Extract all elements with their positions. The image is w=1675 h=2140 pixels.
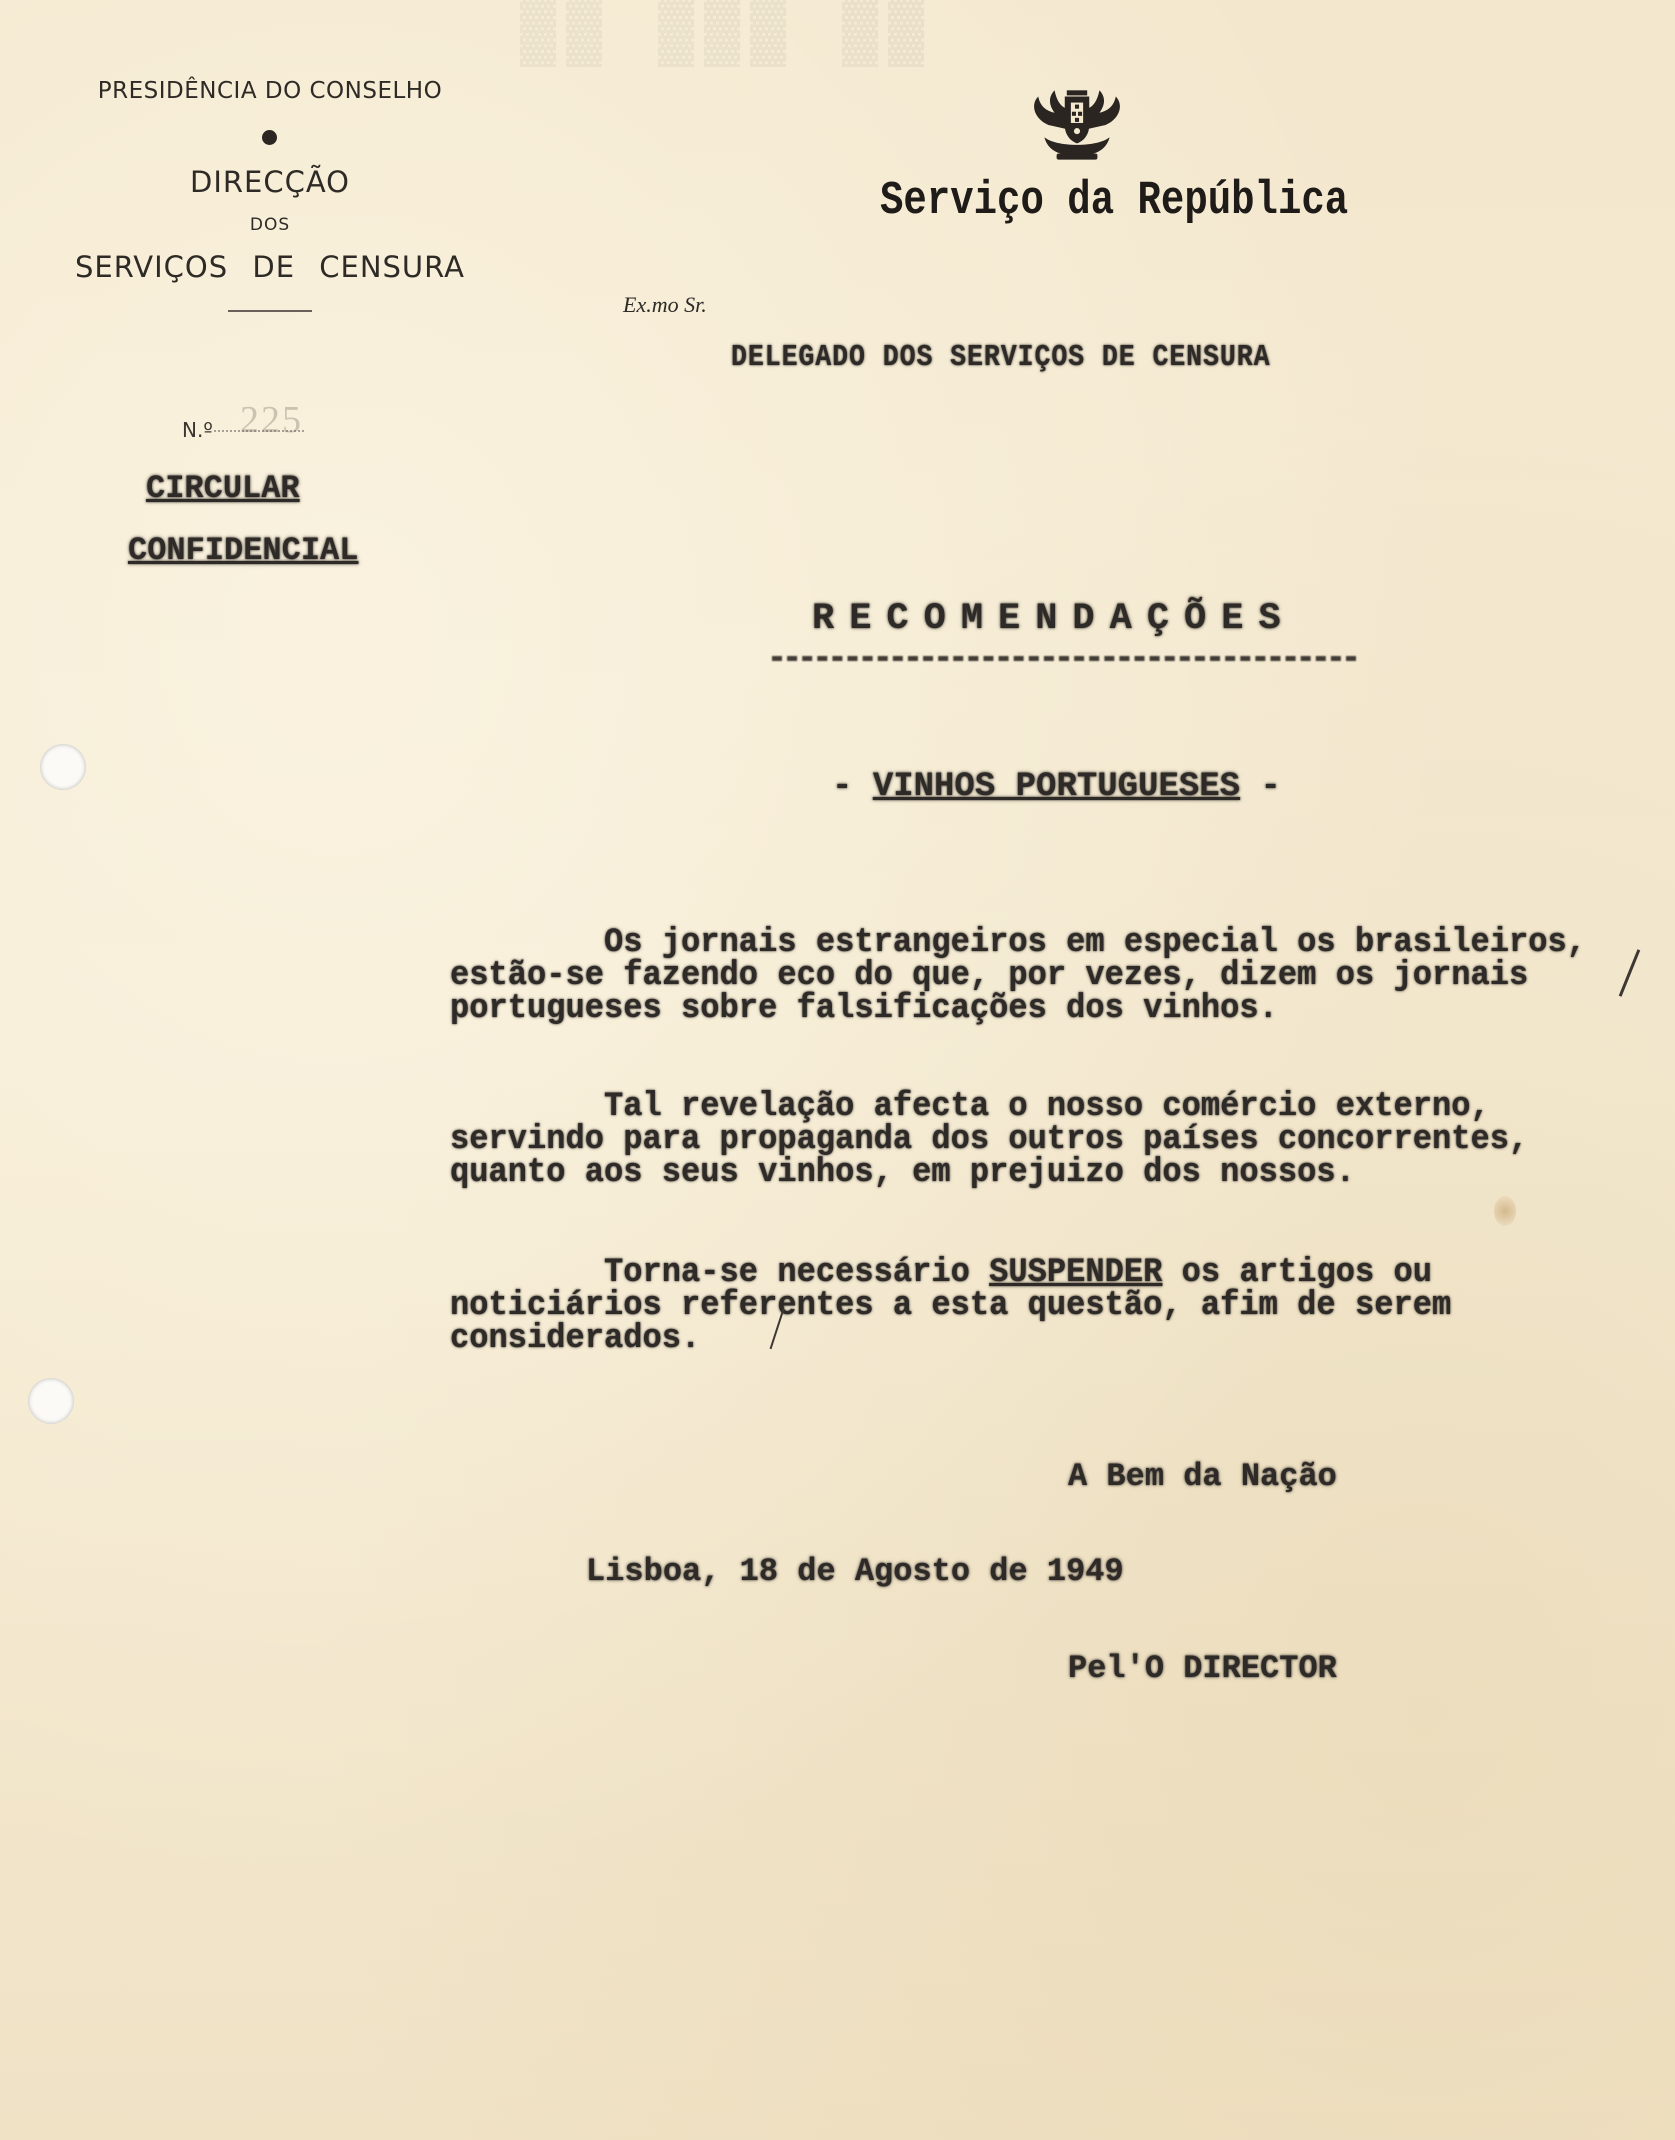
letterhead-presidencia: PRESIDÊNCIA DO CONSELHO (97, 78, 443, 104)
punch-hole (28, 1378, 74, 1424)
reference-number-label: N.º (182, 418, 213, 442)
classification-confidencial: CONFIDENCIAL (128, 532, 359, 569)
closing-phrase: A Bem da Nação (1068, 1458, 1337, 1495)
reference-number-value: 225 (240, 399, 303, 441)
document-heading: RECOMENDAÇÕES (812, 598, 1296, 640)
paper-stain (1494, 1196, 1516, 1226)
body-paragraph-2: Tal revelação afecta o nosso comércio externo, servindo para propaganda dos outros países concorrentes, quanto aos seus vinhos, em prejuizo dos nossos. (450, 1087, 1529, 1192)
body-paragraph-3 (450, 1253, 1575, 1358)
body-paragraph-1: Os jornais estrangeiros em especial os brasileiros, estão-se fazendo eco do que, por vezes, dizem os jornais portugueses sobre falsificações dos vinhos. (450, 923, 1586, 1028)
document-date: Lisboa, 18 de Agosto de 1949 (586, 1553, 1124, 1590)
coat-of-arms-icon (1026, 84, 1128, 166)
paragraph-3-start: Torna-se necessário (450, 1253, 990, 1292)
subtitle-text: VINHOS PORTUGUESES (872, 768, 1241, 806)
subtitle-dash-right: - (1260, 768, 1281, 806)
letterhead-servicos: SERVIÇOS DE CENSURA (75, 250, 465, 284)
paragraph-3-emphasis: SUSPENDER (989, 1253, 1163, 1292)
header-title: Serviço da República (880, 175, 1349, 228)
signature-line: Pel'O DIRECTOR (1068, 1650, 1337, 1687)
addressee-name: DELEGADO DOS SERVIÇOS DE CENSURA (731, 340, 1271, 375)
heading-underline (772, 656, 1356, 661)
punch-hole (40, 744, 86, 790)
faint-stamp-impression: ▓▓ ▓▓▓ ▓▓ (520, 0, 935, 68)
letterhead-dos: DOS (249, 215, 291, 235)
classification-circular: CIRCULAR (146, 470, 300, 507)
addressee-salutation: Ex.mo Sr. (623, 292, 707, 317)
paragraph-3-end: os artigos ou noticiários referentes a esta questão, afim de serem considerados. (450, 1253, 1452, 1358)
letterhead-direccao: DIRECÇÃO (189, 165, 350, 199)
letterhead-dot (262, 130, 277, 145)
subtitle-dash-left: - (832, 768, 853, 806)
pencil-mark (1619, 949, 1641, 996)
document-subtitle (832, 768, 1281, 806)
letterhead-divider (228, 310, 312, 312)
